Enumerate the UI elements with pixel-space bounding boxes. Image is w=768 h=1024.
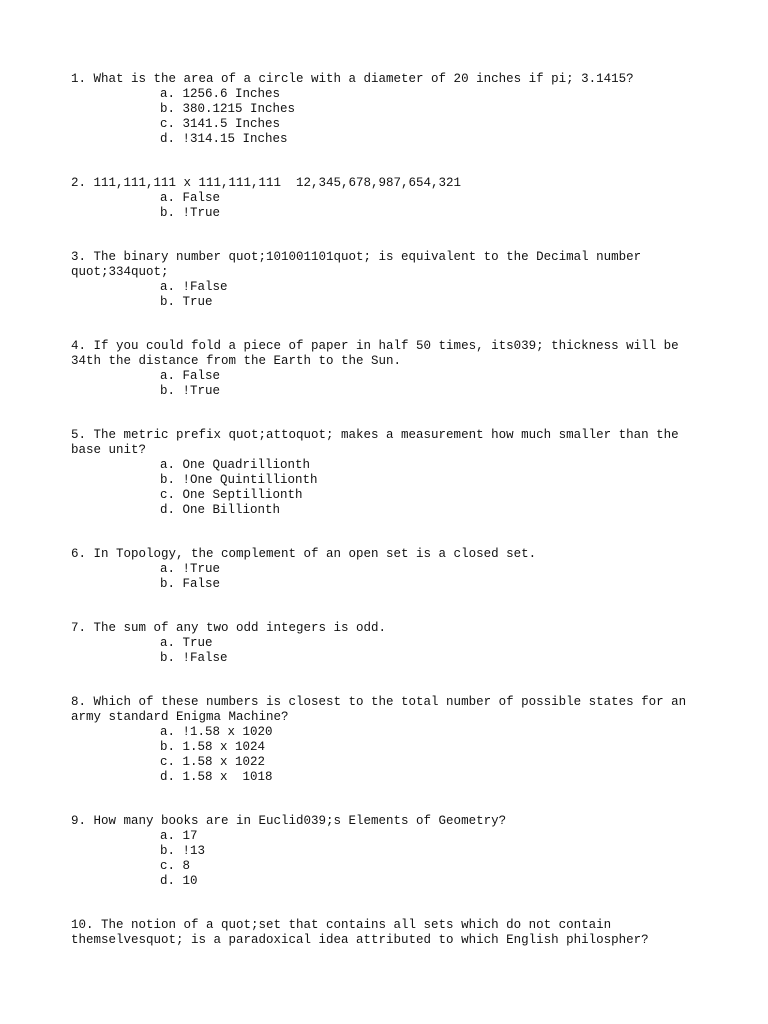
answer-options bbox=[71, 280, 711, 310]
answer-option: c. 1.58 x 1022 bbox=[160, 755, 266, 769]
answer-option: d. 1.58 x 1018 bbox=[160, 770, 273, 784]
answer-option: c. 3141.5 Inches bbox=[160, 117, 281, 131]
question-4 bbox=[71, 339, 711, 399]
answer-option: b. False bbox=[160, 577, 221, 591]
answer-option: a. False bbox=[160, 369, 221, 383]
answer-option: a. 1256.6 Inches bbox=[160, 87, 281, 101]
answer-option: b. !True bbox=[160, 384, 221, 398]
question-6 bbox=[71, 547, 711, 592]
question-text: 8. Which of these numbers is closest to the total number of possible states for an army standard Enigma Machine? bbox=[71, 695, 694, 724]
question-text: 6. In Topology, the complement of an open set is a closed set. bbox=[71, 547, 537, 561]
question-3 bbox=[71, 250, 711, 310]
question-text: 5. The metric prefix quot;attoquot; makes a measurement how much smaller than the base unit? bbox=[71, 428, 687, 457]
answer-option: d. One Billionth bbox=[160, 503, 281, 517]
answer-option: b. !13 bbox=[160, 844, 206, 858]
question-text: 2. 111,111,111 x 111,111,111 12,345,678,987,654,321 bbox=[71, 176, 462, 190]
answer-option: a. 17 bbox=[160, 829, 198, 843]
answer-option: b. !One Quintillionth bbox=[160, 473, 318, 487]
answer-option: a. False bbox=[160, 191, 221, 205]
question-9 bbox=[71, 814, 711, 889]
answer-option: a. !1.58 x 1020 bbox=[160, 725, 273, 739]
quiz-document bbox=[71, 72, 711, 977]
question-10 bbox=[71, 918, 711, 948]
answer-option: b. 380.1215 Inches bbox=[160, 102, 296, 116]
question-text: 1. What is the area of a circle with a diameter of 20 inches if pi; 3.1415? bbox=[71, 72, 634, 86]
question-2 bbox=[71, 176, 711, 221]
answer-option: d. !314.15 Inches bbox=[160, 132, 288, 146]
question-text: 4. If you could fold a piece of paper in half 50 times, its039; thickness will be 34th the distance from the Earth to the Sun. bbox=[71, 339, 687, 368]
answer-option: a. One Quadrillionth bbox=[160, 458, 311, 472]
answer-option: a. True bbox=[160, 636, 213, 650]
question-text: 7. The sum of any two odd integers is odd. bbox=[71, 621, 387, 635]
answer-option: d. 10 bbox=[160, 874, 198, 888]
answer-option: b. 1.58 x 1024 bbox=[160, 740, 266, 754]
answer-options bbox=[71, 369, 711, 399]
answer-option: b. !True bbox=[160, 206, 221, 220]
answer-options bbox=[71, 725, 711, 785]
question-7 bbox=[71, 621, 711, 666]
answer-option: c. 8 bbox=[160, 859, 191, 873]
answer-options bbox=[71, 87, 711, 147]
question-1 bbox=[71, 72, 711, 147]
question-8 bbox=[71, 695, 711, 785]
answer-options bbox=[71, 458, 711, 518]
question-text: 9. How many books are in Euclid039;s Elements of Geometry? bbox=[71, 814, 507, 828]
question-5 bbox=[71, 428, 711, 518]
answer-option: a. !False bbox=[160, 280, 228, 294]
answer-option: b. !False bbox=[160, 651, 228, 665]
answer-option: a. !True bbox=[160, 562, 221, 576]
answer-options bbox=[71, 829, 711, 889]
answer-option: b. True bbox=[160, 295, 213, 309]
question-text: 10. The notion of a quot;set that contains all sets which do not contain themselvesquot; is a paradoxical idea attributed to which English philospher? bbox=[71, 918, 649, 947]
answer-options bbox=[71, 562, 711, 592]
question-text: 3. The binary number quot;101001101quot; is equivalent to the Decimal number quot;334quot; bbox=[71, 250, 649, 279]
answer-options bbox=[71, 636, 711, 666]
answer-option: c. One Septillionth bbox=[160, 488, 303, 502]
answer-options bbox=[71, 191, 711, 221]
